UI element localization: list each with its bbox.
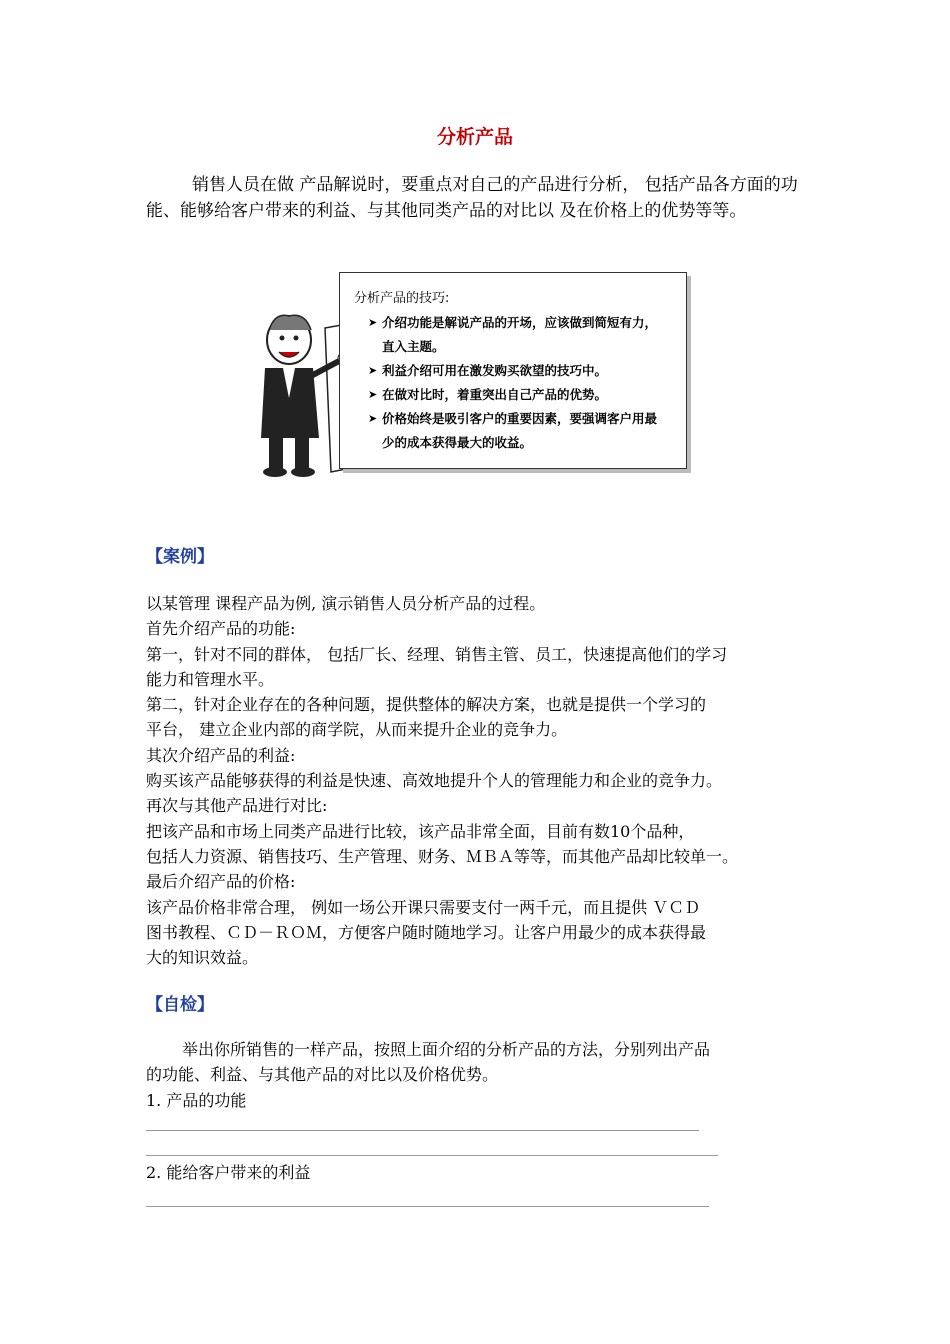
tip-item: ➤ 利益介绍可用在激发购买欲望的技巧中。 [368,359,668,383]
tip-item: ➤ 介绍功能是解说产品的开场，应该做到简短有力，直入主题。 [368,311,668,359]
case-line: 第一，针对不同的群体， 包括厂长、经理、销售主管、员工，快速提高他们的学习 [146,644,728,664]
intro-text: 销售人员在做 产品解说时，要重点对自己的产品进行分析， 包括产品各方面的功能、能够给客户带来的利益、与其他同类产品的对比以 及在价格上的优势等等。 [146,175,798,221]
case-line: 该产品价格非常合理， 例如一场公开课只需要支付一两千元，而且提供 ＶＣＤ [146,897,701,917]
case-line: 把该产品和市场上同类产品进行比较，该产品非常全面，目前有数10个品种， [146,821,695,841]
answer-line[interactable] [146,1206,709,1207]
tips-list [368,311,668,455]
selfcheck-line: 举出你所销售的一样产品，按照上面介绍的分析产品的方法，分别列出产品 [182,1040,711,1059]
case-line: 以某管理 课程产品为例, 演示销售人员分析产品的过程。 [146,594,546,613]
tip-item: ➤ 价格始终是吸引客户的重要因素，要强调客户用最少的成本获得最大的收益。 [368,407,668,455]
case-line: 大的知识效益。 [146,948,259,968]
case-line: 能力和管理水平。 [146,669,275,689]
question-2: 2. 能给客户带来的利益 [146,1163,311,1182]
case-line: 图书教程、ＣＤ－ＲＯＭ，方便客户随时随地学习。让客户用最少的成本获得最 [146,922,707,942]
selfcheck-body [146,1037,826,1113]
case-line: 包括人力资源、销售技巧、生产管理、财务、ＭＢＡ等等，而其他产品却比较单一。 [146,846,739,866]
case-heading: 【案例】 [146,547,214,567]
selfcheck-line: 的功能、利益、与其他产品的对比以及价格优势。 [146,1065,499,1085]
tips-illustration [255,268,695,483]
case-line: 其次介绍产品的利益: [146,745,296,765]
tips-box [339,272,687,469]
case-line: 最后介绍产品的价格: [146,872,296,892]
intro-paragraph [146,172,810,224]
tips-heading: 分析产品的技巧: [354,291,450,306]
tip-item: ➤ 在做对比时，着重突出自己产品的优势。 [368,383,668,407]
case-line: 购买该产品能够获得的利益是快速、高效地提升个人的管理能力和企业的竞争力。 [146,771,723,791]
answer-line[interactable] [146,1155,718,1156]
page-title: 分析产品 [436,126,513,148]
selfcheck-heading: 【自检】 [146,995,214,1015]
case-line: 平台， 建立企业内部的商学院，从而来提升企业的竞争力。 [146,720,568,740]
question-2-block [146,1160,826,1185]
case-line: 首先介绍产品的功能: [146,619,296,639]
case-body [146,591,826,970]
case-line: 第二，针对企业存在的各种问题，提供整体的解决方案，也就是提供一个学习的 [146,695,707,715]
case-line: 再次与其他产品进行对比: [146,796,328,816]
answer-line[interactable] [146,1130,699,1131]
question-1: 1. 产品的功能 [146,1090,247,1110]
